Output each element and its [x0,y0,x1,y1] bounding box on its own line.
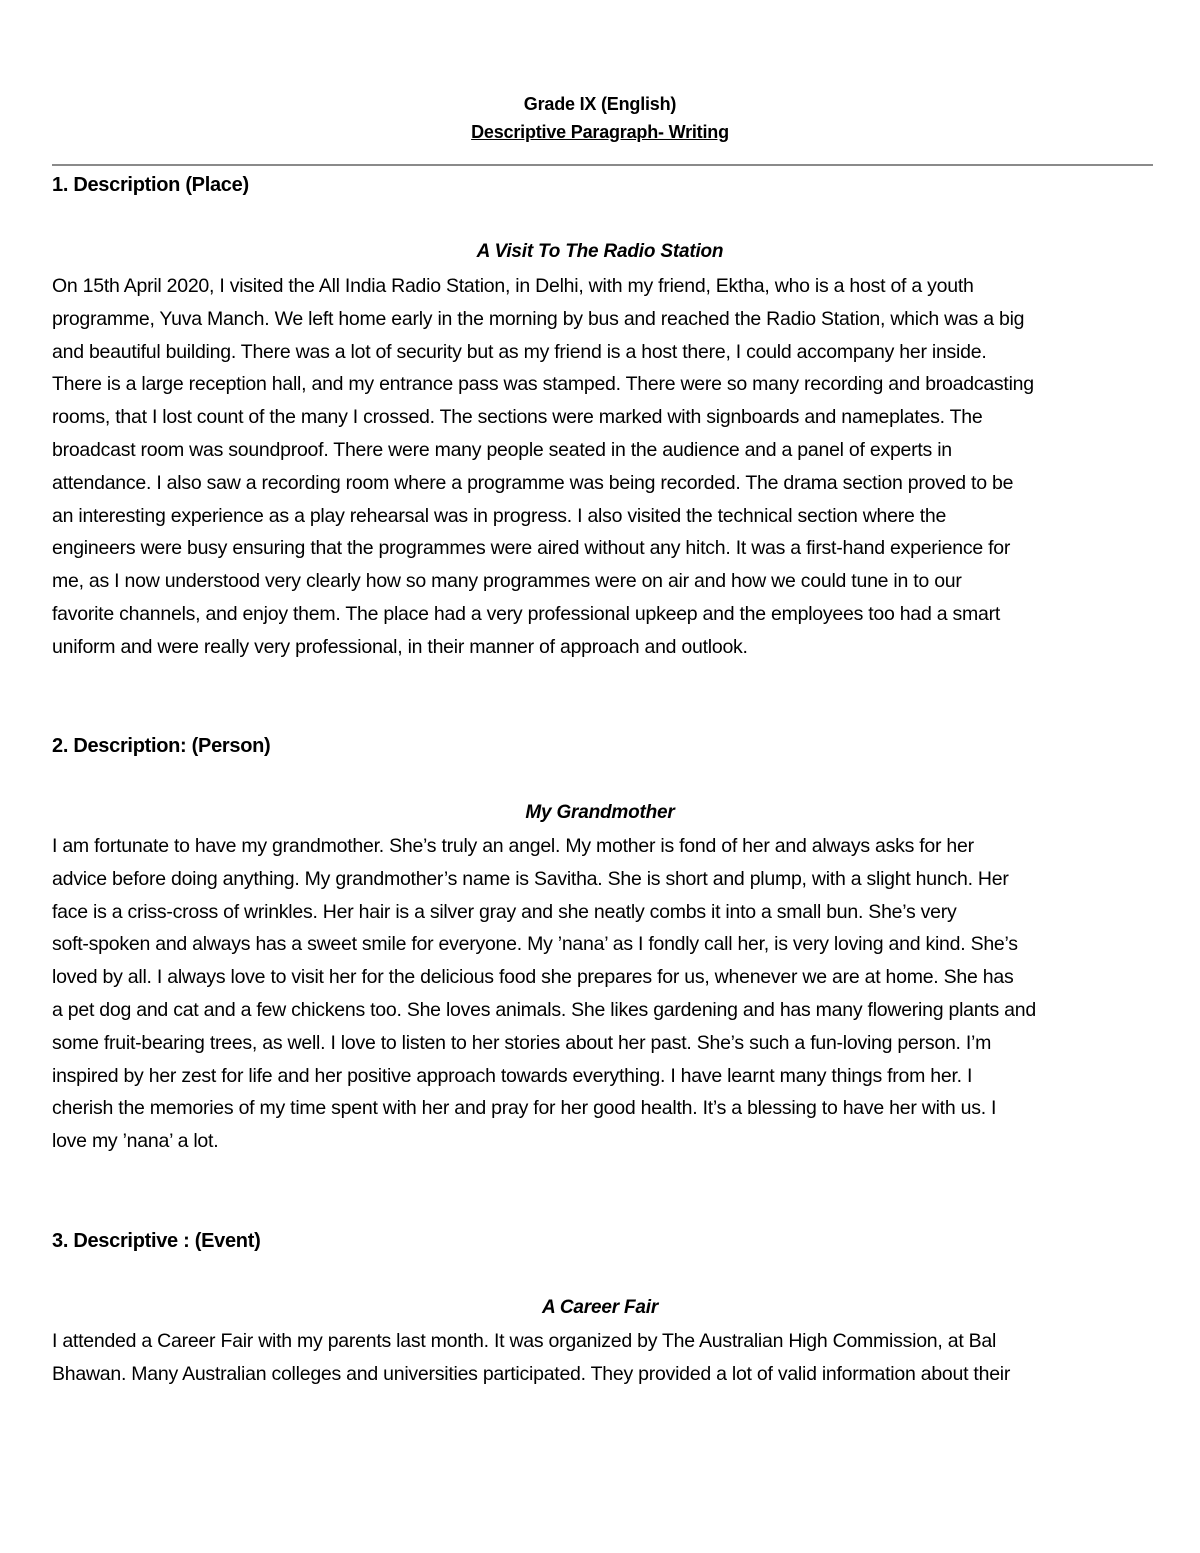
section-heading-person: 2. Description: (Person) [52,735,271,757]
essay-line: and beautiful building. There was a lot of security but as my friend is a host there, I could accompany her inside. [52,340,987,363]
essay-line: some fruit-bearing trees, as well. I love to listen to her stories about her past. She’s such a fun-loving person. I’m [52,1031,992,1054]
essay-line: broadcast room was soundproof. There were many people seated in the audience and a panel of experts in [52,438,952,461]
essay-line: uniform and were really very professional, in their manner of approach and outlook. [52,635,748,658]
essay-line: inspired by her zest for life and her positive approach towards everything. I have learnt many things from her. I [52,1064,973,1087]
essay-line: me, as I now understood very clearly how so many programmes were on air and how we could tune in to our [52,570,962,593]
essay-body-radio-station [52,270,1158,664]
essay-line: Bhawan. Many Australian colleges and universities participated. They provided a lot of valid information about their [52,1362,1011,1385]
essay-title-grandmother: My Grandmother [525,802,675,823]
essay-line: favorite channels, and enjoy them. The place had a very professional upkeep and the employees too had a smart [52,602,1000,625]
essay-line: an interesting experience as a play rehearsal was in progress. I also visited the technical section where the [52,504,947,527]
essay-line: engineers were busy ensuring that the programmes were aired without any hitch. It was a first-hand experience for [52,537,1011,560]
essay-line: advice before doing anything. My grandmother’s name is Savitha. She is short and plump, with a slight hunch. Her [52,867,1009,890]
essay-line: attendance. I also saw a recording room where a programme was being recorded. The drama section proved to be [52,471,1014,494]
essay-line: face is a criss-cross of wrinkles. Her hair is a silver gray and she neatly combs it into a small bun. She’s very [52,900,957,923]
essay-line: loved by all. I always love to visit her for the delicious food she prepares for us, whenever we are at home. She has [52,966,1014,989]
essay-line: cherish the memories of my time spent with her and pray for her good health. It’s a blessing to have her with us. I [52,1097,997,1120]
section-heading-event: 3. Descriptive : (Event) [52,1230,261,1252]
header-divider [52,164,1153,166]
essay-line: I am fortunate to have my grandmother. She’s truly an angel. My mother is fond of her and always asks for her [52,835,974,857]
essay-line: programme, Yuva Manch. We left home early in the morning by bus and reached the Radio Station, which was a big [52,307,1025,330]
essay-line: I attended a Career Fair with my parents last month. It was organized by The Australian High Commission, at Bal [52,1330,997,1352]
essay-line: rooms, that I lost count of the many I crossed. The sections were marked with signboards and nameplates. The [52,406,983,429]
essay-title-career-fair: A Career Fair [541,1297,659,1318]
essay-line: There is a large reception hall, and my entrance pass was stamped. There were so many recording and broadcasting [52,373,1034,396]
essay-line: soft-spoken and always has a sweet smile for everyone. My ’nana’ as I fondly call her, is very loving and kind. She’s [52,933,1018,956]
essay-body-grandmother [52,830,1158,1158]
essay-title-radio-station: A Visit To The Radio Station [476,241,724,262]
essay-line: love my ’nana’ a lot. [52,1130,219,1153]
document-title: Grade IX (English) [523,94,677,114]
essay-line: a pet dog and cat and a few chickens too. She loves animals. She likes gardening and has many flowering plants and [52,998,1036,1021]
essay-body-career-fair [52,1325,1158,1391]
essay-line: On 15th April 2020, I visited the All India Radio Station, in Delhi, with my friend, Ektha, who is a host of a youth [52,275,974,297]
document-subtitle: Descriptive Paragraph- Writing [471,122,729,142]
section-heading-place: 1. Description (Place) [52,174,249,196]
